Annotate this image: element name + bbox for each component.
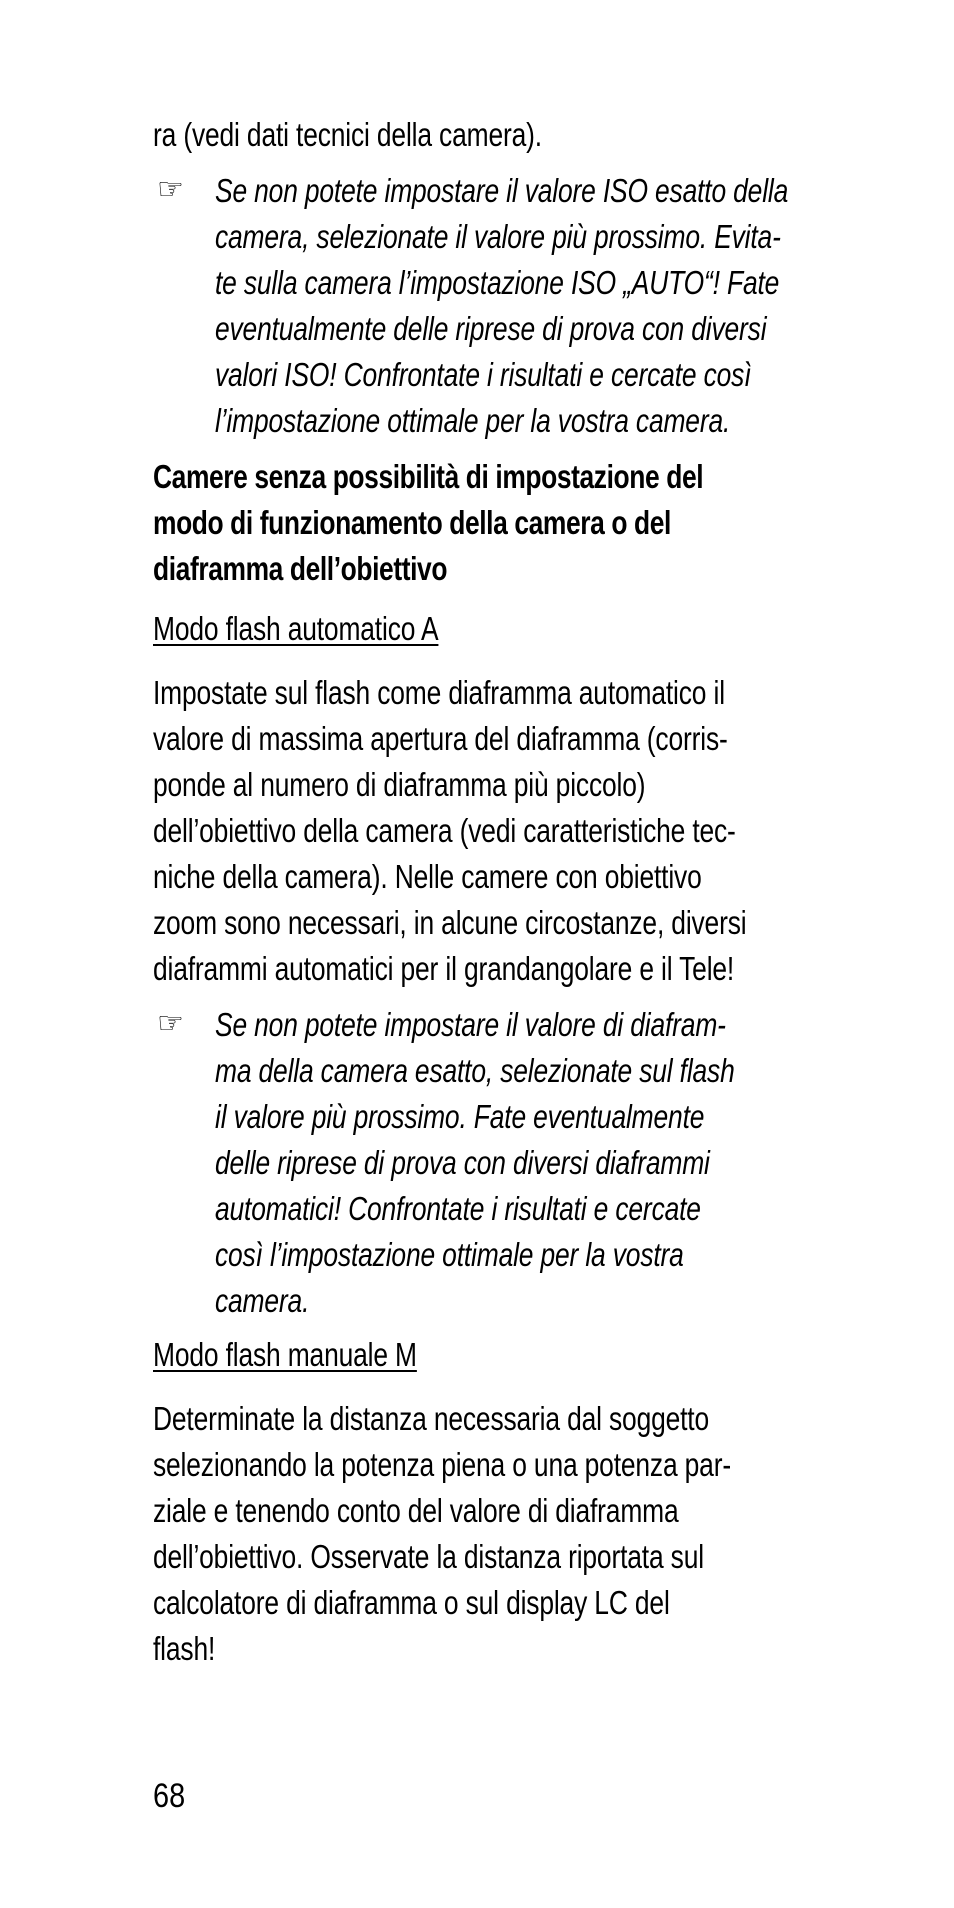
note-iso [153,168,843,444]
text-line: selezionando la potenza piena o una potenza par- [153,1446,731,1483]
heading-line: modo di funzionamento della camera o del [153,504,671,541]
page-number: 68 [153,1777,186,1815]
manual-page-content [153,112,843,1682]
pointing-hand-icon: ☞ [157,172,184,207]
paragraph-manual-mode [153,1396,843,1672]
text-line: dell’obiettivo della camera (vedi caratteristiche tec- [153,812,736,849]
text-line: ziale e tenendo conto del valore di diaframma [153,1492,679,1529]
text-line: ponde al numero di diaframma più piccolo) [153,766,646,803]
text-line: flash! [153,1630,216,1667]
note-line: ma della camera esatto, selezionate sul flash [215,1052,735,1089]
text-line: calcolatore di diaframma o sul display LC del [153,1584,670,1621]
note-line: eventualmente delle riprese di prova con diversi [215,310,767,347]
text-line: diaframmi automatici per il grandangolare e il Tele! [153,950,735,987]
subheading-title: Modo flash automatico A [153,610,439,647]
text-line: valore di massima apertura del diaframma (corris- [153,720,728,757]
note-line: Se non potete impostare il valore di diafram- [215,1006,726,1043]
note-line: così l’impostazione ottimale per la vostra [215,1236,684,1273]
note-line: te sulla camera l’impostazione ISO „AUTO“! Fate [215,264,780,301]
subheading-auto-mode [153,606,843,652]
text-line: Impostate sul flash come diaframma automatico il [153,674,725,711]
note-line: delle riprese di prova con diversi diaframmi [215,1144,710,1181]
heading-line: Camere senza possibilità di impostazione del [153,458,704,495]
heading-line: diaframma dell’obiettivo [153,550,448,587]
text-line: niche della camera). Nelle camere con obiettivo [153,858,702,895]
note-line: l’impostazione ottimale per la vostra camera. [215,402,731,439]
text-line: dell’obiettivo. Osservate la distanza riportata sul [153,1538,704,1575]
subheading-manual-mode [153,1332,843,1378]
subheading-title: Modo flash manuale M [153,1336,417,1373]
paragraph-auto-mode [153,670,843,992]
note-line: camera, selezionate il valore più prossimo. Evita- [215,218,781,255]
note-line: automatici! Confrontate i risultati e cercate [215,1190,701,1227]
note-line: valori ISO! Confrontate i risultati e cercate così [215,356,752,393]
text-line: ra (vedi dati tecnici della camera). [153,116,542,153]
note-line: il valore più prossimo. Fate eventualmente [215,1098,705,1135]
pointing-hand-icon: ☞ [157,1006,184,1041]
note-line: camera. [215,1282,310,1319]
text-line: Determinate la distanza necessaria dal soggetto [153,1400,710,1437]
note-aperture [153,1002,843,1324]
section-heading [153,454,843,592]
note-line: Se non potete impostare il valore ISO esatto della [215,172,789,209]
intro-text [153,112,843,158]
text-line: zoom sono necessari, in alcune circostanze, diversi [153,904,747,941]
